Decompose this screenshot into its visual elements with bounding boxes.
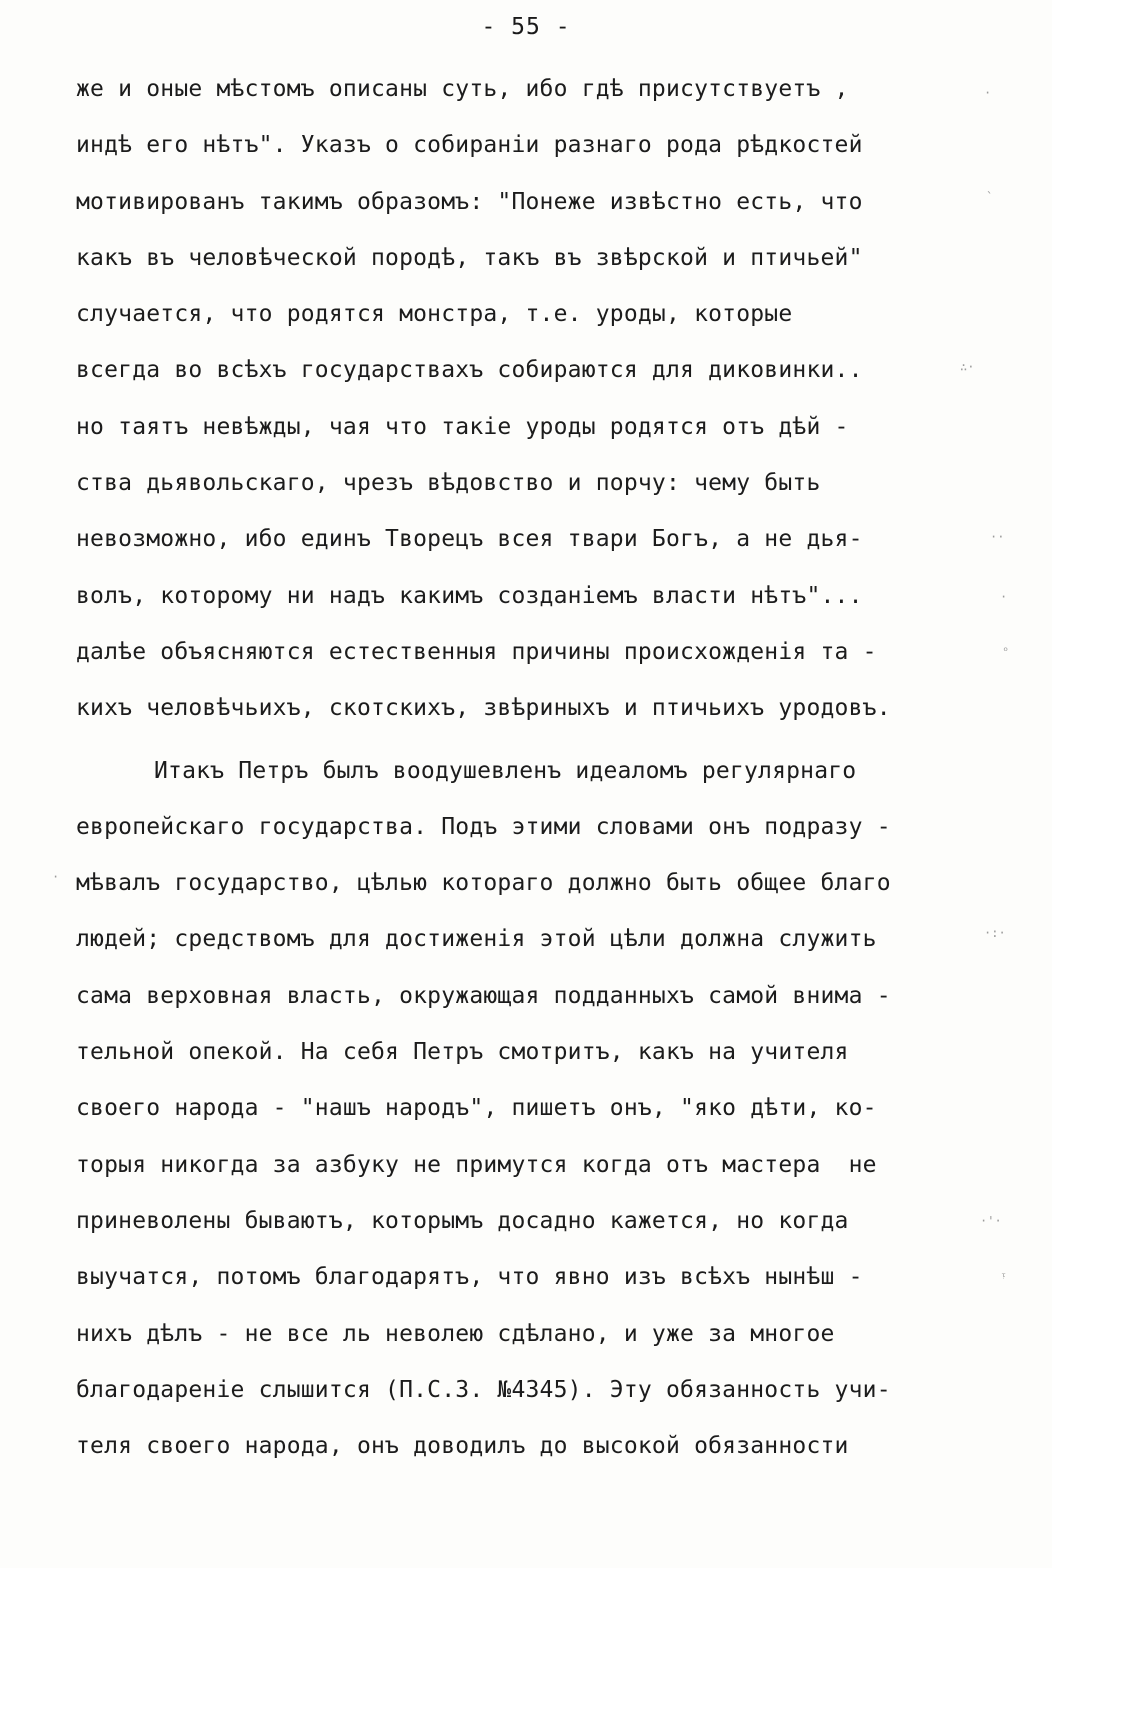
text-line: далѣе объясняются естественныя причины происхожденія та -	[76, 638, 877, 665]
text-line: индѣ его нѣтъ". Указъ о собираніи разнаго рода рѣдкостей	[76, 132, 863, 159]
scan-speck: `	[986, 190, 994, 204]
paragraph-2	[76, 754, 1036, 1486]
text-line: тельной опекой. На себя Петръ смотритъ, какъ на учителя	[76, 1039, 849, 1066]
text-line: ства дьявольскаго, чрезъ вѣдовство и порчу: чему быть	[76, 470, 821, 497]
text-line: людей; средствомъ для достиженія этой цѣли должна служить	[76, 926, 877, 953]
text-line: сама верховная власть, окружающая подданныхъ самой внима -	[76, 982, 891, 1009]
page-number: - 55 -	[481, 14, 571, 40]
scan-speck: ·:·	[984, 926, 1006, 940]
scan-speck: ·	[984, 86, 992, 100]
text-line: кихъ человѣчьихъ, скотскихъ, звѣриныхъ и птичьихъ уродовъ.	[76, 695, 891, 722]
text-line: Итакъ Петръ былъ воодушевленъ идеаломъ регулярнаго	[154, 757, 857, 784]
paragraph-1	[76, 72, 1036, 748]
scan-speck: ·'·	[980, 1214, 1002, 1228]
text-line: своего народа - "нашъ народъ", пишетъ онъ, "яко дѣти, ко-	[76, 1095, 877, 1122]
text-line: европейскаго государства. Подъ этими словами онъ подразу -	[76, 813, 891, 840]
text-line: мѣвалъ государство, цѣлью котораго должно быть общее благо	[76, 870, 891, 897]
scan-speck: ·	[52, 870, 60, 884]
text-line: невозможно, ибо единъ Творецъ всея твари Богъ, а не дья-	[76, 526, 863, 553]
text-line: теля своего народа, онъ доводилъ до высокой обязанности	[76, 1433, 849, 1460]
text-line: волъ, которому ни надъ какимъ созданіемъ власти нѣтъ"...	[76, 582, 863, 609]
text-line: нихъ дѣлъ - не все ль неволею сдѣлано, и уже за многое	[76, 1320, 835, 1347]
text-line: какъ въ человѣческой породѣ, такъ въ звѣрской и птичьей"	[76, 244, 863, 271]
scan-speck: ∴·	[960, 360, 975, 374]
scan-speck: ᵎ	[1000, 1270, 1008, 1284]
text-line: торыя никогда за азбуку не примутся когда отъ мастера не	[76, 1151, 877, 1178]
scan-speck: ·	[1000, 590, 1008, 604]
text-line: выучатся, потомъ благодарятъ, что явно изъ всѣхъ нынѣш -	[76, 1264, 863, 1291]
scan-speck: ᵒ	[1002, 644, 1010, 658]
text-line: приневолены бываютъ, которымъ досадно кажется, но когда	[76, 1207, 849, 1234]
text-line: же и оные мѣстомъ описаны суть, ибо гдѣ присутствуетъ ,	[76, 76, 849, 102]
body-text	[76, 72, 1036, 1485]
text-line: благодареніе слышится (П.С.З. №4345). Эту обязанность учи-	[76, 1376, 891, 1403]
text-line: случается, что родятся монстра, т.е. уроды, которые	[76, 301, 793, 328]
text-line: всегда во всѣхъ государствахъ собираются для диковинки..	[76, 357, 863, 384]
scan-speck: ··	[990, 530, 1005, 544]
text-line: мотивированъ такимъ образомъ: "Понеже извѣстно есть, что	[76, 188, 863, 215]
text-line: но таятъ невѣжды, чая что такіе уроды родятся отъ дѣй -	[76, 413, 849, 440]
